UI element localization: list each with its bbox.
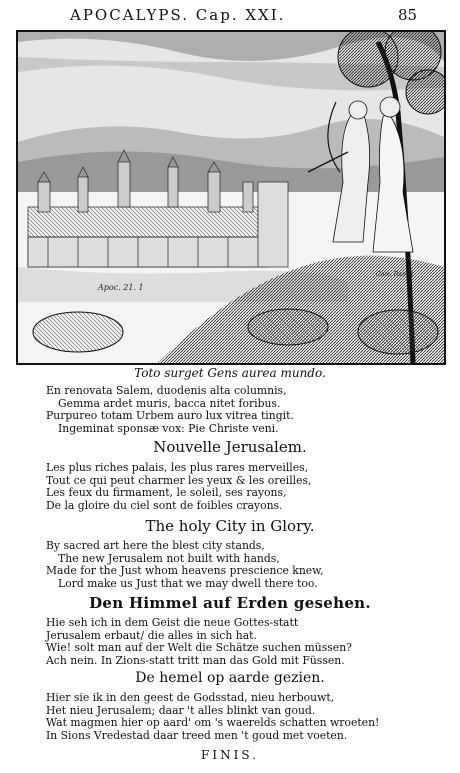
verse-line: En renovata Salem, duodenis alta columnis, <box>46 384 287 397</box>
verse-line: Les plus riches palais, les plus rares merveilles, <box>46 461 309 474</box>
verse-line: Tout ce qui peut charmer les yeux & les oreilles, <box>46 473 312 487</box>
verse-line: Lord make us Just that we may dwell there too. <box>58 576 318 590</box>
verse-line: Wie! solt man auf der Welt die Schätze suchen müssen? <box>46 641 352 655</box>
french-verse <box>46 462 436 512</box>
dutch-verse <box>46 692 436 742</box>
verse-line: Ach nein. In Zions-statt tritt man das Gold mit Füssen. <box>46 653 345 667</box>
verse-line: Ingeminat sponsæ vox: Pie Christe veni. <box>58 421 279 435</box>
plate-inscription: Apoc. 21. 1 <box>98 283 144 292</box>
verse-line: The new Jerusalem not built with hands, <box>58 551 280 565</box>
engraving-plate <box>16 30 446 365</box>
verse-line: In Sions Vredestad daar treed men 't goud met voeten. <box>46 728 348 742</box>
verse-line: Hie seh ich in dem Geist die neue Gottes-statt <box>46 616 299 629</box>
engraver-signature: Com. Ramet <box>376 271 414 278</box>
verse-line: Purpureo totam Urbem auro lux vitrea tingit. <box>46 409 294 423</box>
french-heading: Nouvelle Jerusalem. <box>153 438 307 456</box>
verse-line: Made for the Just whom heavens prescience knew, <box>46 564 324 578</box>
finis: FINIS. <box>201 748 259 762</box>
engraving-illustration <box>18 32 444 363</box>
verse-line: Gemma ardet muris, bacca nitet foribus. <box>58 396 281 410</box>
plate-caption: Toto surget Gens aurea mundo. <box>134 366 326 380</box>
running-title: APOCALYPS. Cap. XXI. <box>70 6 286 24</box>
latin-verse <box>46 385 436 435</box>
german-heading: Den Himmel auf Erden gesehen. <box>89 594 371 612</box>
verse-line: Het nieu Jerusalem; daar 't alles blinkt van goud. <box>46 703 316 717</box>
verse-line: Les feux du firmament, le soleil, ses rayons, <box>46 486 287 500</box>
verse-line: Jerusalem erbaut/ die alles in sich hat. <box>46 628 257 642</box>
english-heading: The holy City in Glory. <box>145 517 315 535</box>
verse-line: By sacred art here the blest city stands, <box>46 539 265 552</box>
verse-line: Wat magmen hier op aard' om 's waerelds schatten wroeten! <box>46 716 380 730</box>
german-verse <box>46 617 436 667</box>
page-number: 85 <box>398 6 418 24</box>
english-verse <box>46 540 436 590</box>
verse-line: De la gloire du ciel sont de foibles crayons. <box>46 498 283 512</box>
page-header <box>0 4 460 26</box>
dutch-heading: De hemel op aarde gezien. <box>135 670 325 686</box>
verse-line: Hier sie ik in den geest de Godsstad, nieu herbouwt, <box>46 691 335 704</box>
